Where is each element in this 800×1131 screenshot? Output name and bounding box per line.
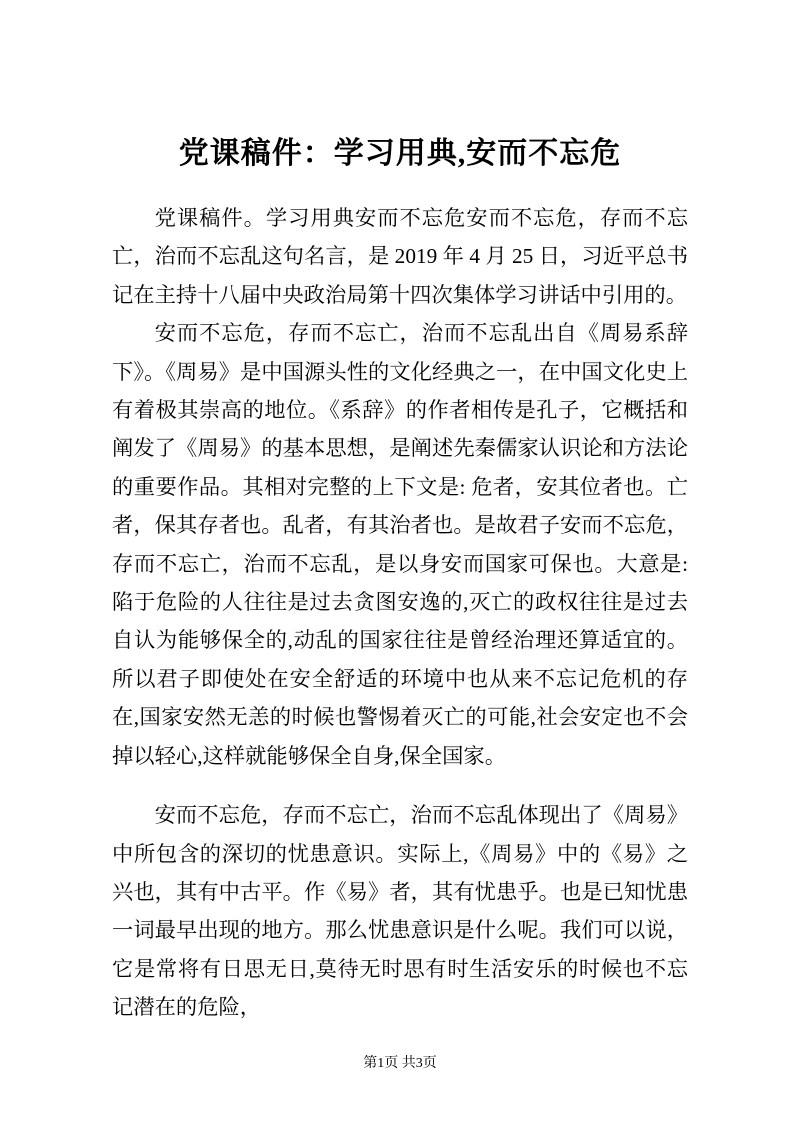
document-title: 党课稿件：学习用典,安而不忘危 [178,137,622,170]
page-footer [0,1052,800,1072]
body-paragraph-3: 安而不忘危，存而不忘亡，治而不忘乱体现出了《周易》中所包含的深切的忧患意识。实际上,《周易》中的《易》之兴也，其有中古平。作《易》者，其有忧患乎。也是已知忧患一词最早出现的地方。那么忧患意识是什么呢。我们可以说，它是常将有日思无日,莫待无时思有时生活安乐的时候也不忘记潜在的危险， [112,803,688,1020]
body-paragraph-1: 党课稿件。学习用典安而不忘危安而不忘危，存而不忘亡，治而不忘乱这句名言，是 2019 年 4 月 25 日，习近平总书记在主持十八届中央政治局第十四次集体学习讲话中引用的。 [112,206,688,307]
body-paragraph-2: 安而不忘危，存而不忘亡，治而不忘乱出自《周易系辞下》。《周易》是中国源头性的文化经典之一，在中国文化史上有着极其崇高的地位。《系辞》的作者相传是孔子，它概括和阐发了《周易》的基本思想，是阐述先秦儒家认识论和方法论的重要作品。其相对完整的上下文是: 危者，安其位者也。亡者，保其存者也。乱者，有其治者也。是故君子安而不忘危，存而不忘亡，治而不忘乱，是以身安而国家可保也。大意是: 陷于危险的人往往是过去贪图安逸的,灭亡的政权往往是过去自认为能够保全的,动乱的国家往往是曾经治理还算适宜的。所以君子即使处在安全舒适的环境中也从来不忘记危机的存在,国家安然无恙的时候也警惕着灭亡的可能,社会安定也不会掉以轻心,这样就能够保全自身,保全国家。 [112,321,688,768]
document-content [112,136,688,1027]
page-number-text: 第1页 共3页 [363,1056,437,1071]
